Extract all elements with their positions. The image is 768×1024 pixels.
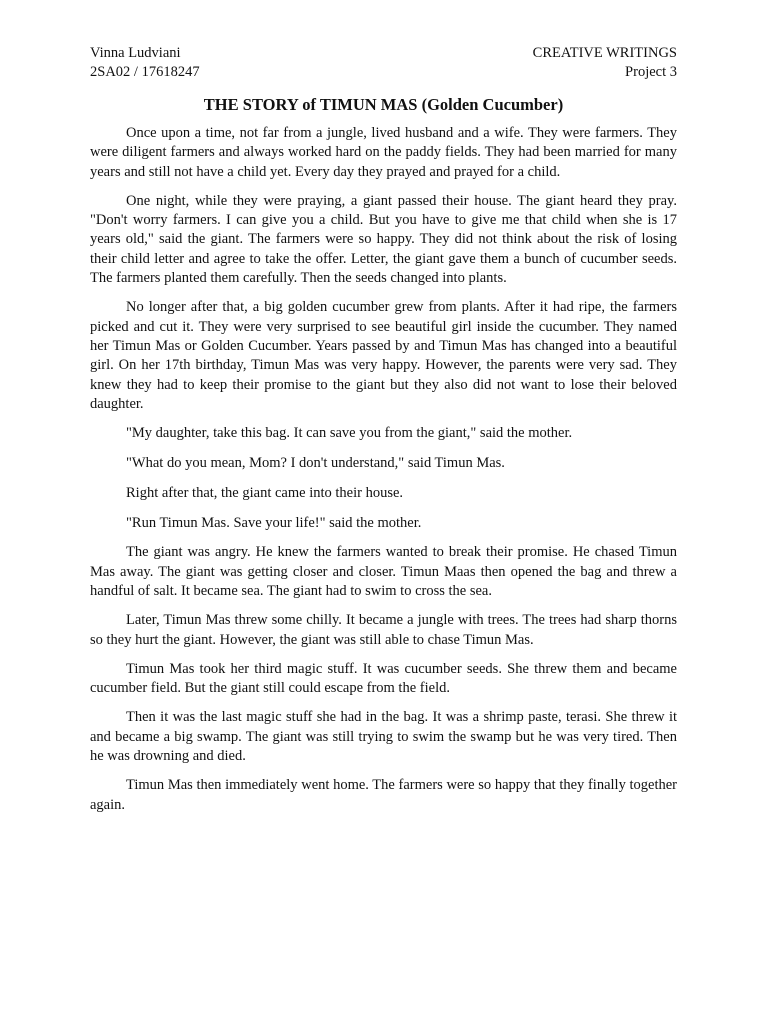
paragraph: Timun Mas took her third magic stuff. It was cucumber seeds. She threw them and became cucumber field. But the giant still could escape from the field. xyxy=(90,660,677,697)
course-name: CREATIVE WRITINGS xyxy=(532,45,677,61)
class-id: 2SA02 / 17618247 xyxy=(90,64,200,80)
document-page xyxy=(90,44,677,825)
paragraph: Right after that, the giant came into their house. xyxy=(126,484,404,501)
story-title: THE STORY of TIMUN MAS (Golden Cucumber) xyxy=(203,95,564,114)
paragraph: "My daughter, take this bag. It can save you from the giant," said the mother. xyxy=(126,425,573,442)
paragraph: No longer after that, a big golden cucumber grew from plants. After it had ripe, the farmers picked and cut it. They were very surprised to see beautiful girl inside the cucumber. They named her Timun Mas or Golden Cucumber. Years passed by and Timun Mas has changed into a beautiful girl. On her 17th birthday, Timun Mas was very happy. However, the parents were very sad. They knew they had to keep their promise to the giant but they also did not want to lose their beloved daughter. xyxy=(90,299,677,412)
story-body xyxy=(90,124,677,815)
paragraph: The giant was angry. He knew the farmers wanted to break their promise. He chased Timun Mas away. The giant was getting closer and closer. Timun Maas then opened the bag and threw a handful of salt. It became sea. The giant had to swim to cross the sea. xyxy=(90,544,677,599)
paragraph: Timun Mas then immediately went home. The farmers were so happy that they finally together again. xyxy=(90,777,677,813)
paragraph: "Run Timun Mas. Save your life!" said the mother. xyxy=(126,514,422,531)
header-right xyxy=(533,44,677,82)
paragraph: "What do you mean, Mom? I don't understand," said Timun Mas. xyxy=(126,454,505,471)
paragraph: One night, while they were praying, a giant passed their house. The giant heard they pray. "Don't worry farmers. I can give you a child. But you have to give me that child when she is 17 years old," said the giant. The farmers were so happy. They did not think about the risk of losing their child letter and agree to take the offer. Letter, the giant gave them a bunch of cucumber seeds. The farmers planted them carefully. Then the seeds changed into plants. xyxy=(90,192,677,287)
paragraph: Once upon a time, not far from a jungle, lived husband and a wife. They were farmers. They were diligent farmers and always worked hard on the paddy fields. They had been married for many years and still not have a child yet. Every day they prayed and prayed for a child. xyxy=(90,125,677,180)
paragraph: Then it was the last magic stuff she had in the bag. It was a shrimp paste, terasi. She threw it and became a big swamp. The giant was still trying to swim the swamp but he was very tired. Then he was drowning and died. xyxy=(90,709,677,765)
document-header xyxy=(90,44,677,82)
project-number: Project 3 xyxy=(625,64,677,80)
paragraph: Later, Timun Mas threw some chilly. It became a jungle with trees. The trees had sharp thorns so they hurt the giant. However, the giant was still able to chase Timun Mas. xyxy=(90,612,677,648)
author-name: Vinna Ludviani xyxy=(90,45,181,61)
header-left xyxy=(90,44,200,82)
